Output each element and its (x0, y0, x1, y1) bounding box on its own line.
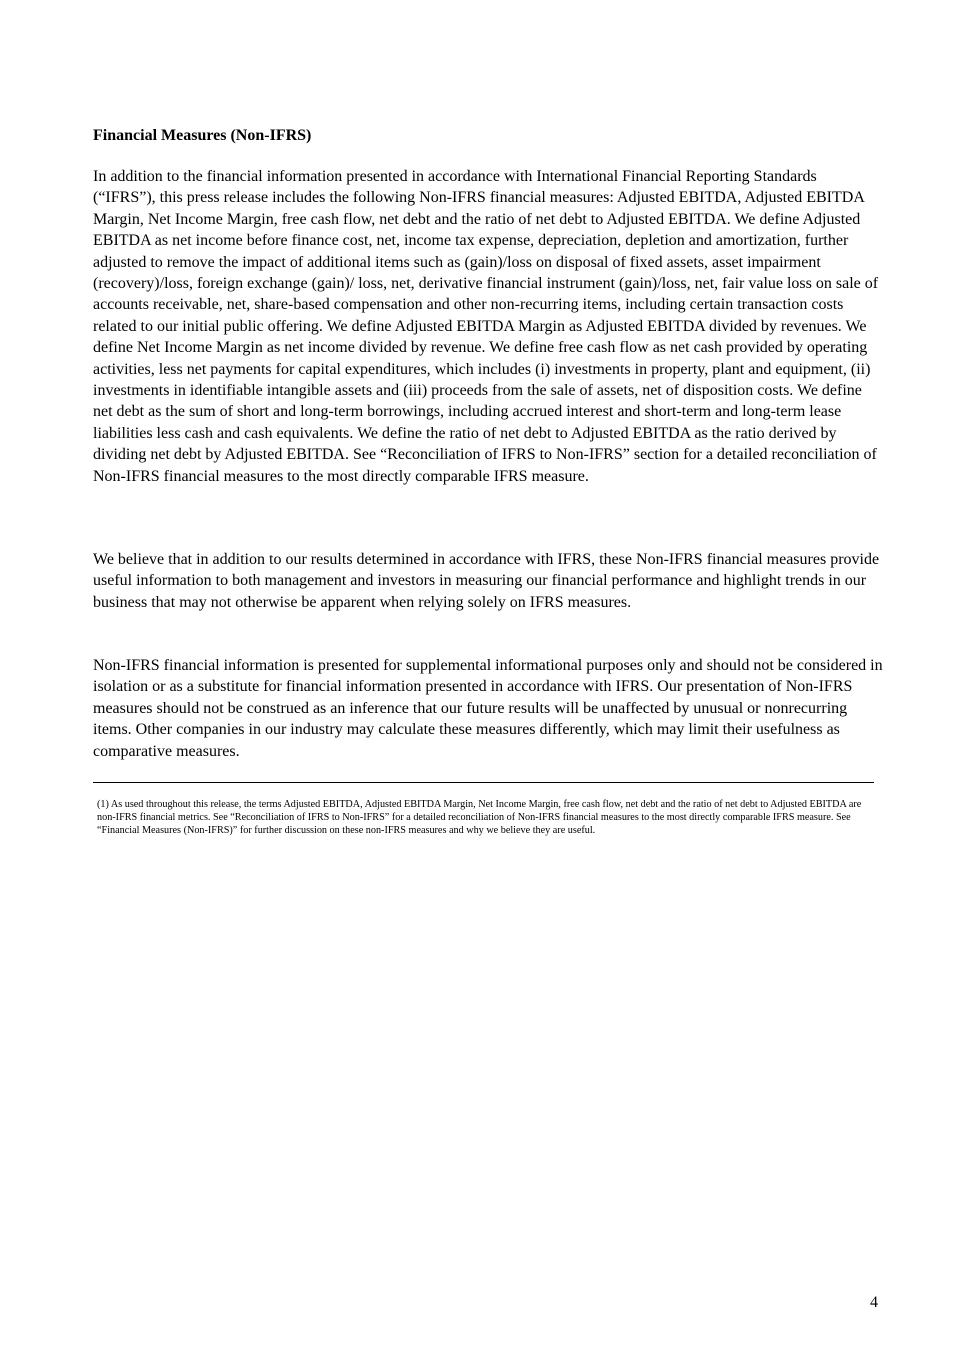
footnote-divider (93, 782, 874, 783)
body-paragraph-usefulness: We believe that in addition to our results determined in accordance with IFRS, these Non-IFRS financial measures provide useful information to both management and investors in measuring our financial performance and highlight trends in our business that may not otherwise be apparent when relying solely on IFRS measures. (93, 551, 880, 611)
page-number: 4 (870, 1294, 878, 1311)
footnote: (1) As used throughout this release, the terms Adjusted EBITDA, Adjusted EBITDA Margin, Net Income Margin, free cash flow, net debt and the ratio of net debt to Adjusted EBITDA are non-IFRS financial metrics. See “Reconciliation of IFRS to Non-IFRS” for a detailed reconciliation of Non-IFRS financial measures to the most directly comparable IFRS measure. See “Financial Measures (Non-IFRS)” for further discussion on these non-IFRS measures and why we believe they are useful. (97, 799, 862, 836)
body-paragraph-definitions: In addition to the financial information presented in accordance with International Financial Reporting Standards (“IFRS”), this press release includes the following Non-IFRS financial measures: Adjusted EBITDA, Adjusted EBITDA Margin, Net Income Margin, free cash flow, net debt and the ratio of net debt to Adjusted EBITDA. We define Adjusted EBITDA as net income before finance cost, net, income tax expense, depreciation, depletion and amortization, further adjusted to remove the impact of additional items such as (gain)/loss on disposal of fixed assets, asset impairment (recovery)/loss, foreign exchange (gain)/ loss, net, derivative financial instrument (gain)/loss, net, fair value loss on sale of accounts receivable, net, share-based compensation and other non-recurring items, including certain transaction costs related to our initial public offering. We define Adjusted EBITDA Margin as Adjusted EBITDA divided by revenues. We define Net Income Margin as net income divided by revenue. We define free cash flow as net cash provided by operating activities, less net payments for capital expenditures, which includes (i) investments in property, plant and equipment, (ii) investments in identifiable intangible assets and (iii) proceeds from the sale of assets, net of disposition costs. We define net debt as the sum of short and long-term borrowings, including accrued interest and short-term and long-term lease liabilities less cash and cash equivalents. We define the ratio of net debt to Adjusted EBITDA as the ratio derived by dividing net debt by Adjusted EBITDA. See “Reconciliation of IFRS to Non-IFRS” section for a detailed reconciliation of Non-IFRS financial measures to the most directly comparable IFRS measure. (93, 168, 879, 485)
body-paragraph-limitations: Non-IFRS financial information is presented for supplemental informational purposes only and should not be considered in isolation or as a substitute for financial information presented in accordance with IFRS. Our presentation of Non-IFRS measures should not be construed as an inference that our future results will be unaffected by unusual or nonrecurring items. Other companies in our industry may calculate these measures differently, which may limit their usefulness as comparative measures. (93, 657, 883, 760)
section-heading: Financial Measures (Non-IFRS) (93, 127, 312, 144)
